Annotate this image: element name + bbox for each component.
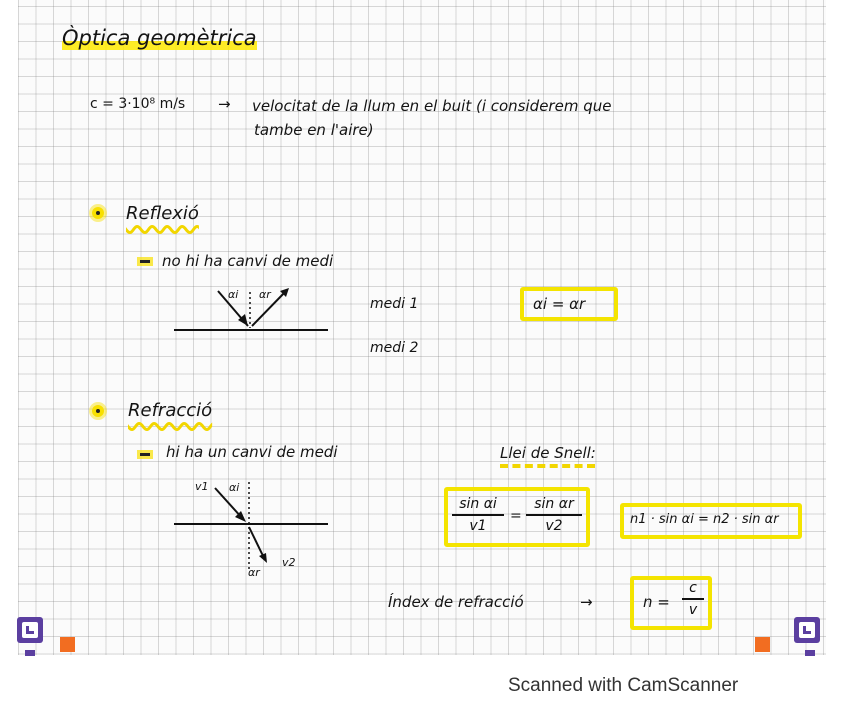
snell-fraction-refracted — [526, 496, 582, 534]
refraction-index-lhs: n = — [643, 593, 670, 611]
medi2-label: medi 2 — [370, 340, 419, 356]
refraccio-bullet — [92, 405, 104, 417]
speed-of-light-description-line2: tambe en l'aire) — [254, 121, 374, 139]
camscanner-orange-marker — [60, 637, 75, 652]
camscanner-watermark: Scanned with CamScanner — [508, 675, 739, 696]
camscanner-corner-icon — [17, 617, 43, 643]
snell-fraction-incident-denominator: v1 — [469, 518, 487, 534]
refraccio-heading: Refracció — [128, 400, 213, 421]
snell-fraction-refracted-numerator: sin αr — [534, 496, 574, 512]
v1-label: v1 — [195, 480, 209, 493]
refraction-index-fraction — [682, 580, 704, 618]
refraction-diagram — [174, 482, 328, 570]
camscanner-corner-dot — [25, 650, 35, 656]
reflexio-point: no hi ha canvi de medi — [162, 252, 334, 270]
reflexio-heading: Reflexió — [126, 203, 199, 224]
refracted-arrowhead — [259, 553, 267, 563]
snell-fraction-refracted-denominator: v2 — [545, 518, 563, 534]
refraction-index-label: Índex de refracció — [388, 593, 524, 611]
arrow-symbol: → — [218, 95, 231, 113]
refraccio-point: hi ha un canvi de medi — [166, 443, 338, 461]
speed-of-light-description-line1: velocitat de la llum en el buit (i considerem que — [252, 97, 612, 115]
snell-equals: = — [510, 508, 522, 524]
reflexio-angle-incident: αi — [228, 288, 239, 301]
snell-index-equation: n1 · sin αi = n2 · sin αr — [630, 512, 779, 527]
reflexio-angle-reflected: αr — [259, 288, 271, 301]
v2-label: v2 — [282, 556, 296, 569]
reflection-diagram — [174, 288, 328, 330]
speed-of-light-formula: c = 3·10⁸ m/s — [90, 96, 186, 112]
snell-law-label: Llei de Snell: — [500, 444, 596, 462]
refraccio-angle-refracted: αr — [248, 566, 260, 579]
fraction-bar — [526, 514, 582, 516]
reflexio-dash — [140, 260, 150, 263]
camscanner-orange-marker — [755, 637, 770, 652]
refraccio-dash — [140, 453, 150, 456]
camscanner-corner-dot — [805, 650, 815, 656]
refraction-index-numerator: c — [689, 580, 697, 596]
medi1-label: medi 1 — [370, 296, 419, 312]
fraction-bar — [682, 598, 704, 600]
snell-fraction-incident-numerator: sin αi — [459, 496, 497, 512]
snell-fraction-incident — [452, 496, 504, 534]
fraction-bar — [452, 514, 504, 516]
reflexio-bullet — [92, 207, 104, 219]
arrow-symbol: → — [580, 593, 593, 611]
refraccio-angle-incident: αi — [229, 481, 240, 494]
camscanner-corner-icon — [794, 617, 820, 643]
page-title: Òptica geomètrica — [62, 26, 257, 50]
reflection-law: αi = αr — [533, 295, 586, 313]
refraction-index-denominator: v — [688, 602, 698, 618]
